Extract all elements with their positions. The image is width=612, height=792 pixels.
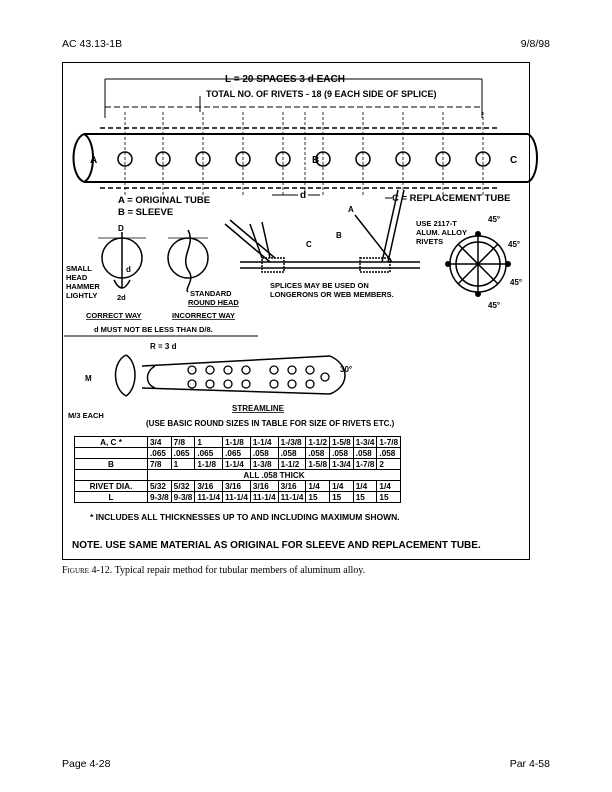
- splice-note-1: SPLICES MAY BE USED ON: [270, 281, 369, 290]
- table-row-label: RIVET DIA.: [75, 481, 148, 492]
- tube-label-b: B: [312, 155, 320, 166]
- splice-label-a: A: [348, 205, 354, 214]
- table-cell: 7/8: [171, 437, 195, 448]
- streamline-m-label: M: [85, 374, 92, 383]
- table-row: [75, 481, 401, 492]
- figure-caption: [62, 565, 365, 576]
- table-cell: 1-5/8: [330, 437, 354, 448]
- rivet-dim-small-d: d: [126, 265, 131, 274]
- table-cell: 1-3/4: [353, 437, 377, 448]
- table-row-label: A, C *: [75, 437, 148, 448]
- angle-label-3: 45°: [510, 278, 523, 287]
- two-d-label: 2d: [117, 293, 126, 302]
- splice-note-2: LONGERONS OR WEB MEMBERS.: [270, 290, 394, 299]
- table-row: [75, 459, 401, 470]
- legend-sleeve: B = SLEEVE: [118, 207, 174, 218]
- table-cell: 1-7/8: [377, 437, 401, 448]
- legend-replacement-tube: C = REPLACEMENT TUBE: [392, 193, 511, 204]
- rivet-size-table: [74, 436, 401, 503]
- table-cell: .058: [377, 448, 401, 459]
- streamline-r-label: R = 3 d: [150, 342, 177, 351]
- table-cell: 3/16: [195, 481, 223, 492]
- length-label: L = 20 SPACES 3 d EACH: [225, 74, 345, 85]
- table-footnote: * INCLUDES ALL THICKNESSES UP TO AND INCLUDING MAXIMUM SHOWN.: [90, 512, 400, 522]
- rivet-correct-drawing: [98, 232, 146, 288]
- table-cell: 7/8: [148, 459, 172, 470]
- table-cell: 1-1/2: [306, 437, 330, 448]
- head-label: HEAD: [66, 273, 88, 282]
- tube-label-c: C: [510, 155, 518, 166]
- small-head-label: SMALL: [66, 264, 92, 273]
- lightly-label: LIGHTLY: [66, 291, 98, 300]
- table-cell: 1-3/8: [250, 459, 278, 470]
- table-cell: 3/16: [223, 481, 251, 492]
- table-cell: .058: [306, 448, 330, 459]
- table-row-label: B: [75, 459, 148, 470]
- streamline-title: STREAMLINE: [232, 404, 284, 413]
- table-cell: 1: [195, 437, 223, 448]
- table-row-label: [75, 470, 148, 481]
- table-cell: 1/4: [330, 481, 354, 492]
- table-cell: .065: [148, 448, 172, 459]
- table-cell: 15: [353, 492, 377, 503]
- table-row: [75, 448, 401, 459]
- streamline-rivets: [188, 366, 329, 388]
- use-basic-label: (USE BASIC ROUND SIZES IN TABLE FOR SIZE OF RIVETS ETC.): [146, 419, 395, 428]
- table-cell: 11-1/4: [223, 492, 251, 503]
- streamline-angle-label: 30°: [340, 365, 353, 374]
- table-cell: ALL .058 THICK: [148, 470, 401, 481]
- table-cell: .065: [223, 448, 251, 459]
- table-cell: 3/16: [278, 481, 306, 492]
- footer-paragraph: Par 4-58: [509, 758, 550, 770]
- header-doc-id: AC 43.13-1B: [62, 38, 123, 50]
- standard-label: STANDARD: [190, 289, 232, 298]
- angle-label-2: 45°: [508, 240, 521, 249]
- table-row-label: L: [75, 492, 148, 503]
- table-cell: .065: [171, 448, 195, 459]
- table-row: [75, 470, 401, 481]
- table-cell: 1-7/8: [353, 459, 377, 470]
- table-cell: 1-1/4: [250, 437, 278, 448]
- d-min-label: d MUST NOT BE LESS THAN D/8.: [94, 325, 213, 334]
- rivet-incorrect-drawing: [168, 230, 208, 292]
- table-cell: 1-1/4: [223, 459, 251, 470]
- figure-caption-label: Figure 4-12.: [62, 565, 113, 576]
- rivet-section-drawing: [450, 236, 506, 292]
- correct-way-label: CORRECT WAY: [86, 311, 142, 320]
- use-rivet-label-2: ALUM. ALLOY: [416, 228, 467, 237]
- footer-page: Page 4-28: [62, 758, 111, 770]
- table-cell: 11-1/4: [195, 492, 223, 503]
- table-cell: 5/32: [171, 481, 195, 492]
- tube-label-d: d: [300, 190, 307, 201]
- table-cell: 1/4: [353, 481, 377, 492]
- table-row: [75, 437, 401, 448]
- table-row-label: [75, 448, 148, 459]
- table-cell: .058: [250, 448, 278, 459]
- table-cell: .065: [195, 448, 223, 459]
- table-cell: .058: [330, 448, 354, 459]
- angle-label-1: 45°: [488, 215, 501, 224]
- rivet-row: [118, 152, 490, 166]
- table-cell: 1-1/8: [195, 459, 223, 470]
- table-cell: 11-1/4: [250, 492, 278, 503]
- angle-label-4: 45°: [488, 301, 501, 310]
- table-cell: 11-1/4: [278, 492, 306, 503]
- rivet-dim-d: D: [118, 224, 124, 233]
- figure-note: NOTE. USE SAME MATERIAL AS ORIGINAL FOR SLEEVE AND REPLACEMENT TUBE.: [72, 540, 481, 551]
- table-cell: 3/16: [250, 481, 278, 492]
- table-cell: 15: [377, 492, 401, 503]
- splice-label-c: C: [306, 240, 312, 249]
- table-cell: 1-5/8: [306, 459, 330, 470]
- table-cell: 1/4: [377, 481, 401, 492]
- table-cell: 1-3/4: [330, 459, 354, 470]
- legend-original-tube: A = ORIGINAL TUBE: [118, 195, 211, 206]
- figure-caption-text: Typical repair method for tubular members of aluminum alloy.: [112, 565, 366, 576]
- table-cell: 5/32: [148, 481, 172, 492]
- incorrect-way-label: INCORRECT WAY: [172, 311, 236, 320]
- table-cell: 15: [330, 492, 354, 503]
- table-cell: 15: [306, 492, 330, 503]
- table-cell: 3/4: [148, 437, 172, 448]
- header-date: 9/8/98: [520, 38, 550, 50]
- total-rivets-label: TOTAL NO. OF RIVETS - 18 (9 EACH SIDE OF SPLICE): [206, 89, 437, 99]
- hammer-label: HAMMER: [66, 282, 100, 291]
- use-rivet-label-3: RIVETS: [416, 237, 444, 246]
- splice-drawing: [225, 190, 420, 272]
- table-cell: .058: [353, 448, 377, 459]
- use-rivet-label-1: USE 2117-T: [416, 219, 457, 228]
- table-cell: 1: [171, 459, 195, 470]
- tube-label-a: A: [90, 155, 98, 166]
- table-cell: 1-/3/8: [278, 437, 306, 448]
- table-row: [75, 492, 401, 503]
- table-cell: 1-1/2: [278, 459, 306, 470]
- streamline-m3-label: M/3 EACH: [68, 411, 104, 420]
- splice-label-b: B: [336, 231, 342, 240]
- table-cell: 9-3/8: [171, 492, 195, 503]
- table-cell: .058: [278, 448, 306, 459]
- table-cell: 1/4: [306, 481, 330, 492]
- round-head-label: ROUND HEAD: [188, 298, 239, 307]
- table-cell: 1-1/8: [223, 437, 251, 448]
- table-cell: 9-3/8: [148, 492, 172, 503]
- streamline-drawing: [116, 355, 346, 396]
- table-cell: 2: [377, 459, 401, 470]
